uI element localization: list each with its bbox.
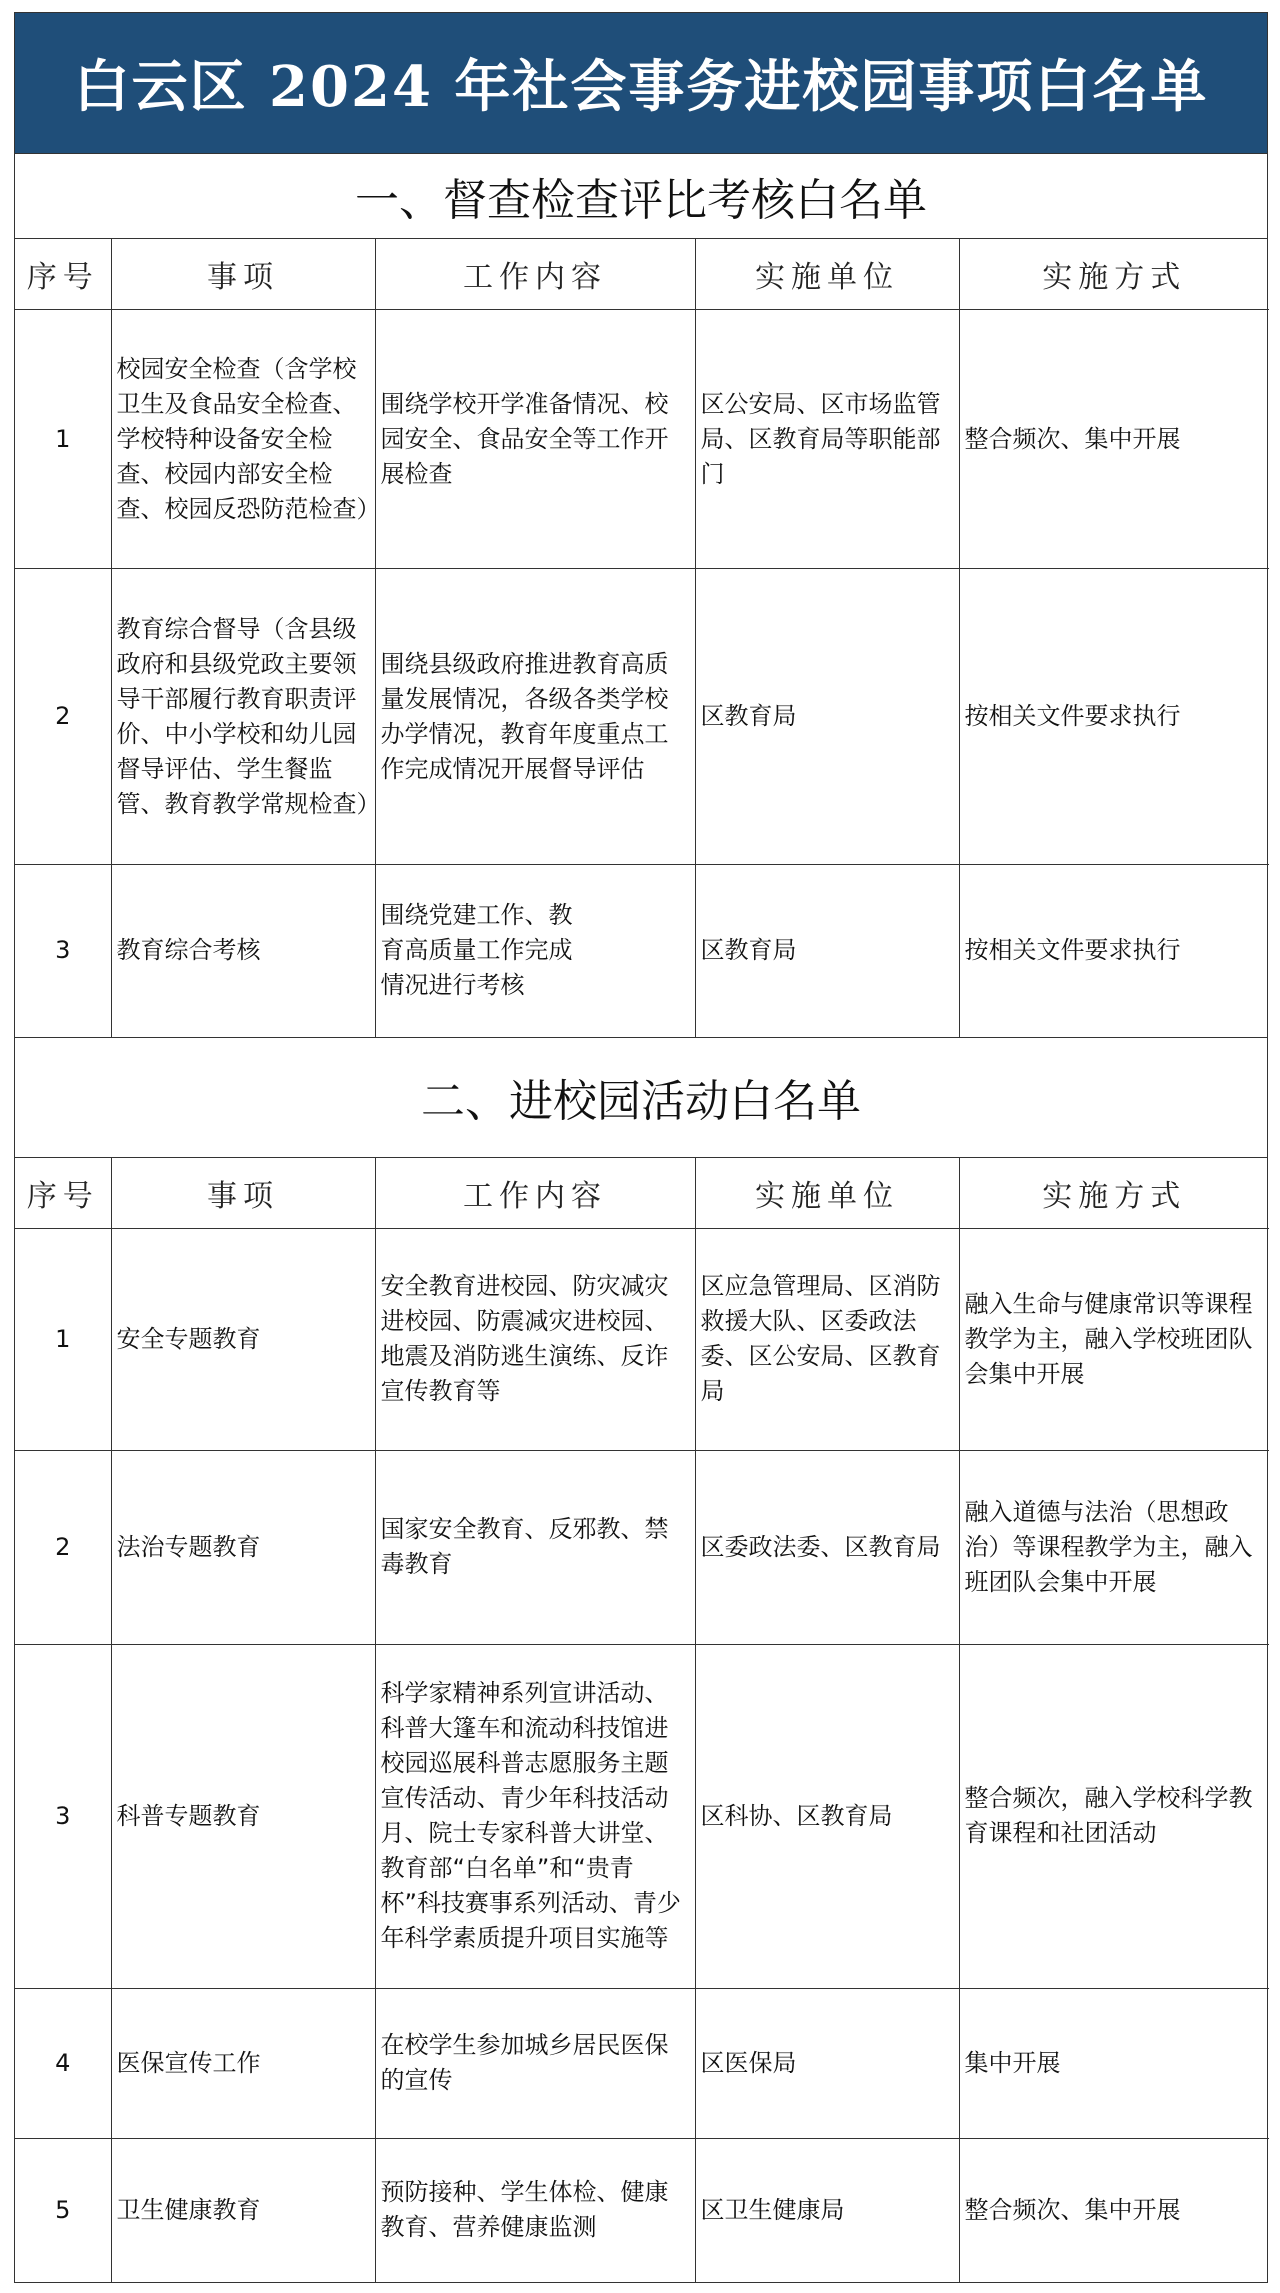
row-no: 1 <box>15 1228 111 1450</box>
row-item: 科普专题教育 <box>111 1644 375 1988</box>
section2-table <box>15 1158 1269 2283</box>
header-unit: 实施单位 <box>695 239 959 310</box>
header-row <box>15 1158 1269 1229</box>
section1-table <box>15 239 1269 1037</box>
table-row <box>15 1228 1269 1450</box>
header-row <box>15 239 1269 310</box>
row-content: 安全教育进校园、防灾减灾进校园、防震减灾进校园、地震及消防逃生演练、反诈宣传教育等 <box>375 1228 695 1450</box>
row-item: 安全专题教育 <box>111 1228 375 1450</box>
row-method: 融入道德与法治（思想政治）等课程教学为主，融入班团队会集中开展 <box>959 1450 1269 1644</box>
row-no: 5 <box>15 2138 111 2282</box>
row-unit: 区医保局 <box>695 1988 959 2138</box>
row-content: 在校学生参加城乡居民医保的宣传 <box>375 1988 695 2138</box>
section1-title: 一、督查检查评比考核白名单 <box>15 154 1267 239</box>
row-no: 1 <box>15 310 111 569</box>
row-unit: 区教育局 <box>695 569 959 865</box>
row-content: 国家安全教育、反邪教、禁毒教育 <box>375 1450 695 1644</box>
row-method: 整合频次、集中开展 <box>959 2138 1269 2282</box>
row-no: 3 <box>15 865 111 1037</box>
row-content: 科学家精神系列宣讲活动、科普大篷车和流动科技馆进校园巡展科普志愿服务主题宣传活动、青少年科技活动月、院士专家科普大讲堂、教育部“白名单”和“贵青杯”科技赛事系列活动、青少年科学素质提升项目实施等 <box>375 1644 695 1988</box>
title-banner <box>15 13 1267 154</box>
whitelist-document <box>14 12 1268 2283</box>
header-unit: 实施单位 <box>695 1158 959 1229</box>
row-method: 按相关文件要求执行 <box>959 865 1269 1037</box>
header-content: 工作内容 <box>375 1158 695 1229</box>
row-method: 按相关文件要求执行 <box>959 569 1269 865</box>
row-item: 校园安全检查（含学校卫生及食品安全检查、学校特种设备安全检查、校园内部安全检查、校园反恐防范检查） <box>111 310 375 569</box>
document-title: 白云区 2024 年社会事务进校园事项白名单 <box>73 54 1209 120</box>
row-unit: 区应急管理局、区消防救援大队、区委政法委、区公安局、区教育局 <box>695 1228 959 1450</box>
header-item: 事项 <box>111 239 375 310</box>
header-no: 序号 <box>15 1158 111 1229</box>
header-content: 工作内容 <box>375 239 695 310</box>
table-row <box>15 310 1269 569</box>
row-item: 教育综合考核 <box>111 865 375 1037</box>
row-item: 法治专题教育 <box>111 1450 375 1644</box>
row-method: 整合频次，融入学校科学教育课程和社团活动 <box>959 1644 1269 1988</box>
table-row <box>15 569 1269 865</box>
row-no: 2 <box>15 569 111 865</box>
row-unit: 区公安局、区市场监管局、区教育局等职能部门 <box>695 310 959 569</box>
row-no: 3 <box>15 1644 111 1988</box>
row-method: 集中开展 <box>959 1988 1269 2138</box>
header-item: 事项 <box>111 1158 375 1229</box>
row-item: 医保宣传工作 <box>111 1988 375 2138</box>
row-unit: 区卫生健康局 <box>695 2138 959 2282</box>
table-row <box>15 1450 1269 1644</box>
row-unit: 区教育局 <box>695 865 959 1037</box>
row-unit: 区委政法委、区教育局 <box>695 1450 959 1644</box>
table-row <box>15 865 1269 1037</box>
table-row <box>15 2138 1269 2282</box>
table-row <box>15 1644 1269 1988</box>
header-method: 实施方式 <box>959 1158 1269 1229</box>
table-row <box>15 1988 1269 2138</box>
row-no: 2 <box>15 1450 111 1644</box>
header-method: 实施方式 <box>959 239 1269 310</box>
header-no: 序号 <box>15 239 111 310</box>
row-method: 整合频次、集中开展 <box>959 310 1269 569</box>
row-content: 围绕党建工作、教育高质量工作完成情况进行考核 <box>375 865 695 1037</box>
row-method: 融入生命与健康常识等课程教学为主，融入学校班团队会集中开展 <box>959 1228 1269 1450</box>
row-no: 4 <box>15 1988 111 2138</box>
section2-title: 二、进校园活动白名单 <box>15 1037 1267 1158</box>
row-content: 围绕县级政府推进教育高质量发展情况，各级各类学校办学情况，教育年度重点工作完成情况开展督导评估 <box>375 569 695 865</box>
row-content: 预防接种、学生体检、健康教育、营养健康监测 <box>375 2138 695 2282</box>
row-unit: 区科协、区教育局 <box>695 1644 959 1988</box>
row-item: 教育综合督导（含县级政府和县级党政主要领导干部履行教育职责评价、中小学校和幼儿园督导评估、学生餐监管、教育教学常规检查） <box>111 569 375 865</box>
row-content: 围绕学校开学准备情况、校园安全、食品安全等工作开展检查 <box>375 310 695 569</box>
row-item: 卫生健康教育 <box>111 2138 375 2282</box>
